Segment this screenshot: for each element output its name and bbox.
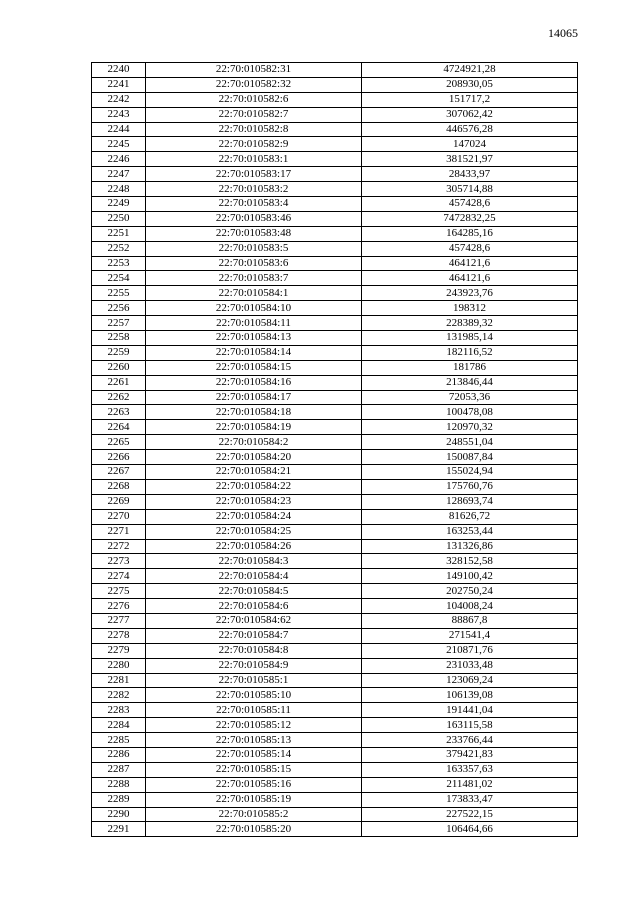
cadastral-number-cell: 22:70:010585:12 xyxy=(146,718,362,733)
row-number-cell: 2275 xyxy=(92,584,146,599)
row-number-cell: 2290 xyxy=(92,807,146,822)
table-row xyxy=(92,584,578,599)
row-number-cell: 2246 xyxy=(92,152,146,167)
cadastral-value-cell: 202750,24 xyxy=(362,584,578,599)
cadastral-number-cell: 22:70:010583:17 xyxy=(146,167,362,182)
cadastral-number-cell: 22:70:010584:15 xyxy=(146,360,362,375)
cadastral-number-cell: 22:70:010585:10 xyxy=(146,688,362,703)
row-number-cell: 2255 xyxy=(92,286,146,301)
cadastral-number-cell: 22:70:010582:9 xyxy=(146,137,362,152)
table-row xyxy=(92,554,578,569)
row-number-cell: 2240 xyxy=(92,63,146,78)
table-row xyxy=(92,345,578,360)
row-number-cell: 2287 xyxy=(92,762,146,777)
cadastral-number-cell: 22:70:010582:32 xyxy=(146,77,362,92)
cadastral-number-cell: 22:70:010583:5 xyxy=(146,241,362,256)
cadastral-value-cell: 147024 xyxy=(362,137,578,152)
cadastral-value-cell: 88867,8 xyxy=(362,613,578,628)
cadastral-value-cell: 104008,24 xyxy=(362,599,578,614)
cadastral-number-cell: 22:70:010585:16 xyxy=(146,777,362,792)
cadastral-value-cell: 243923,76 xyxy=(362,286,578,301)
cadastral-value-cell: 155024,94 xyxy=(362,465,578,480)
cadastral-number-cell: 22:70:010584:13 xyxy=(146,331,362,346)
cadastral-value-cell: 271541,4 xyxy=(362,628,578,643)
row-number-cell: 2291 xyxy=(92,822,146,837)
row-number-cell: 2242 xyxy=(92,92,146,107)
table-row xyxy=(92,167,578,182)
cadastral-value-cell: 228389,32 xyxy=(362,316,578,331)
table-row xyxy=(92,405,578,420)
cadastral-number-cell: 22:70:010583:7 xyxy=(146,271,362,286)
cadastral-value-cell: 163357,63 xyxy=(362,762,578,777)
cadastral-value-cell: 381521,97 xyxy=(362,152,578,167)
cadastral-value-cell: 28433,97 xyxy=(362,167,578,182)
cadastral-value-cell: 227522,15 xyxy=(362,807,578,822)
cadastral-number-cell: 22:70:010583:46 xyxy=(146,211,362,226)
cadastral-number-cell: 22:70:010584:19 xyxy=(146,420,362,435)
table-row xyxy=(92,435,578,450)
table-row xyxy=(92,807,578,822)
cadastral-number-cell: 22:70:010584:7 xyxy=(146,628,362,643)
cadastral-value-cell: 446576,28 xyxy=(362,122,578,137)
cadastral-value-cell: 191441,04 xyxy=(362,703,578,718)
table-row xyxy=(92,465,578,480)
row-number-cell: 2265 xyxy=(92,435,146,450)
cadastral-value-cell: 182116,52 xyxy=(362,345,578,360)
cadastral-value-cell: 81626,72 xyxy=(362,509,578,524)
table-row xyxy=(92,450,578,465)
cadastral-value-cell: 464121,6 xyxy=(362,256,578,271)
row-number-cell: 2241 xyxy=(92,77,146,92)
cadastral-value-cell: 173833,47 xyxy=(362,792,578,807)
row-number-cell: 2284 xyxy=(92,718,146,733)
table-row xyxy=(92,286,578,301)
table-row xyxy=(92,420,578,435)
table-row xyxy=(92,271,578,286)
row-number-cell: 2243 xyxy=(92,107,146,122)
row-number-cell: 2248 xyxy=(92,182,146,197)
cadastral-value-cell: 163115,58 xyxy=(362,718,578,733)
row-number-cell: 2283 xyxy=(92,703,146,718)
cadastral-value-cell: 198312 xyxy=(362,301,578,316)
row-number-cell: 2245 xyxy=(92,137,146,152)
table-row xyxy=(92,703,578,718)
table-row xyxy=(92,479,578,494)
row-number-cell: 2257 xyxy=(92,316,146,331)
row-number-cell: 2259 xyxy=(92,345,146,360)
cadastral-number-cell: 22:70:010584:26 xyxy=(146,539,362,554)
cadastral-value-cell: 213846,44 xyxy=(362,375,578,390)
cadastral-value-cell: 7472832,25 xyxy=(362,211,578,226)
cadastral-number-cell: 22:70:010584:8 xyxy=(146,643,362,658)
table-row xyxy=(92,301,578,316)
cadastral-number-cell: 22:70:010584:11 xyxy=(146,316,362,331)
cadastral-value-cell: 106139,08 xyxy=(362,688,578,703)
cadastral-value-cell: 233766,44 xyxy=(362,733,578,748)
row-number-cell: 2263 xyxy=(92,405,146,420)
table-row xyxy=(92,92,578,107)
row-number-cell: 2262 xyxy=(92,390,146,405)
table-row xyxy=(92,539,578,554)
cadastral-number-cell: 22:70:010584:20 xyxy=(146,450,362,465)
page-number: 14065 xyxy=(548,26,578,40)
table-row xyxy=(92,63,578,78)
row-number-cell: 2279 xyxy=(92,643,146,658)
row-number-cell: 2266 xyxy=(92,450,146,465)
cadastral-value-table xyxy=(91,62,578,837)
row-number-cell: 2261 xyxy=(92,375,146,390)
table-row xyxy=(92,256,578,271)
row-number-cell: 2247 xyxy=(92,167,146,182)
cadastral-number-cell: 22:70:010582:6 xyxy=(146,92,362,107)
cadastral-value-cell: 208930,05 xyxy=(362,77,578,92)
table-row xyxy=(92,688,578,703)
cadastral-number-cell: 22:70:010584:5 xyxy=(146,584,362,599)
cadastral-number-cell: 22:70:010585:2 xyxy=(146,807,362,822)
table-row xyxy=(92,211,578,226)
cadastral-number-cell: 22:70:010583:2 xyxy=(146,182,362,197)
table-row xyxy=(92,241,578,256)
row-number-cell: 2277 xyxy=(92,613,146,628)
cadastral-number-cell: 22:70:010583:4 xyxy=(146,197,362,212)
row-number-cell: 2271 xyxy=(92,524,146,539)
row-number-cell: 2252 xyxy=(92,241,146,256)
table-row xyxy=(92,792,578,807)
table-row xyxy=(92,747,578,762)
table-row xyxy=(92,137,578,152)
cadastral-number-cell: 22:70:010585:13 xyxy=(146,733,362,748)
table-row xyxy=(92,613,578,628)
row-number-cell: 2256 xyxy=(92,301,146,316)
table-row xyxy=(92,509,578,524)
row-number-cell: 2268 xyxy=(92,479,146,494)
cadastral-number-cell: 22:70:010585:20 xyxy=(146,822,362,837)
row-number-cell: 2264 xyxy=(92,420,146,435)
cadastral-number-cell: 22:70:010584:18 xyxy=(146,405,362,420)
cadastral-value-cell: 211481,02 xyxy=(362,777,578,792)
table-row xyxy=(92,733,578,748)
cadastral-value-cell: 307062,42 xyxy=(362,107,578,122)
cadastral-value-cell: 164285,16 xyxy=(362,226,578,241)
table-row xyxy=(92,658,578,673)
cadastral-value-cell: 248551,04 xyxy=(362,435,578,450)
cadastral-value-cell: 151717,2 xyxy=(362,92,578,107)
cadastral-number-cell: 22:70:010585:1 xyxy=(146,673,362,688)
row-number-cell: 2260 xyxy=(92,360,146,375)
row-number-cell: 2267 xyxy=(92,465,146,480)
cadastral-number-cell: 22:70:010585:14 xyxy=(146,747,362,762)
table-row xyxy=(92,822,578,837)
table-row xyxy=(92,226,578,241)
cadastral-value-cell: 131985,14 xyxy=(362,331,578,346)
table-row xyxy=(92,762,578,777)
table-row xyxy=(92,107,578,122)
table-row xyxy=(92,152,578,167)
row-number-cell: 2254 xyxy=(92,271,146,286)
cadastral-number-cell: 22:70:010583:6 xyxy=(146,256,362,271)
table-row xyxy=(92,628,578,643)
cadastral-value-cell: 72053,36 xyxy=(362,390,578,405)
table-row xyxy=(92,390,578,405)
table-row xyxy=(92,122,578,137)
cadastral-value-cell: 106464,66 xyxy=(362,822,578,837)
cadastral-value-cell: 231033,48 xyxy=(362,658,578,673)
cadastral-number-cell: 22:70:010584:4 xyxy=(146,569,362,584)
cadastral-value-cell: 457428,6 xyxy=(362,197,578,212)
cadastral-number-cell: 22:70:010582:31 xyxy=(146,63,362,78)
cadastral-number-cell: 22:70:010584:2 xyxy=(146,435,362,450)
row-number-cell: 2289 xyxy=(92,792,146,807)
table-body xyxy=(92,63,578,837)
table-row xyxy=(92,316,578,331)
table-row xyxy=(92,197,578,212)
cadastral-number-cell: 22:70:010584:24 xyxy=(146,509,362,524)
table-row xyxy=(92,718,578,733)
cadastral-number-cell: 22:70:010584:6 xyxy=(146,599,362,614)
cadastral-number-cell: 22:70:010585:11 xyxy=(146,703,362,718)
table-row xyxy=(92,643,578,658)
cadastral-value-cell: 131326,86 xyxy=(362,539,578,554)
cadastral-value-cell: 464121,6 xyxy=(362,271,578,286)
row-number-cell: 2276 xyxy=(92,599,146,614)
row-number-cell: 2270 xyxy=(92,509,146,524)
cadastral-value-cell: 328152,58 xyxy=(362,554,578,569)
cadastral-number-cell: 22:70:010582:7 xyxy=(146,107,362,122)
cadastral-number-cell: 22:70:010584:22 xyxy=(146,479,362,494)
row-number-cell: 2285 xyxy=(92,733,146,748)
table-row xyxy=(92,524,578,539)
row-number-cell: 2244 xyxy=(92,122,146,137)
cadastral-value-cell: 149100,42 xyxy=(362,569,578,584)
cadastral-number-cell: 22:70:010584:23 xyxy=(146,494,362,509)
cadastral-value-cell: 4724921,28 xyxy=(362,63,578,78)
row-number-cell: 2280 xyxy=(92,658,146,673)
cadastral-number-cell: 22:70:010583:48 xyxy=(146,226,362,241)
cadastral-number-cell: 22:70:010584:16 xyxy=(146,375,362,390)
row-number-cell: 2286 xyxy=(92,747,146,762)
table-row xyxy=(92,360,578,375)
cadastral-value-cell: 128693,74 xyxy=(362,494,578,509)
row-number-cell: 2269 xyxy=(92,494,146,509)
cadastral-value-cell: 210871,76 xyxy=(362,643,578,658)
cadastral-value-cell: 175760,76 xyxy=(362,479,578,494)
row-number-cell: 2258 xyxy=(92,331,146,346)
cadastral-value-cell: 100478,08 xyxy=(362,405,578,420)
cadastral-value-cell: 305714,88 xyxy=(362,182,578,197)
cadastral-value-cell: 163253,44 xyxy=(362,524,578,539)
cadastral-value-cell: 379421,83 xyxy=(362,747,578,762)
table-row xyxy=(92,599,578,614)
cadastral-number-cell: 22:70:010582:8 xyxy=(146,122,362,137)
row-number-cell: 2288 xyxy=(92,777,146,792)
cadastral-number-cell: 22:70:010584:9 xyxy=(146,658,362,673)
table-row xyxy=(92,182,578,197)
row-number-cell: 2281 xyxy=(92,673,146,688)
row-number-cell: 2253 xyxy=(92,256,146,271)
table-row xyxy=(92,331,578,346)
cadastral-number-cell: 22:70:010584:25 xyxy=(146,524,362,539)
row-number-cell: 2250 xyxy=(92,211,146,226)
cadastral-number-cell: 22:70:010584:10 xyxy=(146,301,362,316)
cadastral-value-cell: 150087,84 xyxy=(362,450,578,465)
cadastral-number-cell: 22:70:010583:1 xyxy=(146,152,362,167)
cadastral-number-cell: 22:70:010584:1 xyxy=(146,286,362,301)
row-number-cell: 2274 xyxy=(92,569,146,584)
table-row xyxy=(92,569,578,584)
table-row xyxy=(92,777,578,792)
cadastral-value-cell: 181786 xyxy=(362,360,578,375)
cadastral-number-cell: 22:70:010584:62 xyxy=(146,613,362,628)
row-number-cell: 2251 xyxy=(92,226,146,241)
cadastral-value-cell: 457428,6 xyxy=(362,241,578,256)
cadastral-value-cell: 123069,24 xyxy=(362,673,578,688)
row-number-cell: 2278 xyxy=(92,628,146,643)
cadastral-number-cell: 22:70:010584:3 xyxy=(146,554,362,569)
cadastral-number-cell: 22:70:010585:19 xyxy=(146,792,362,807)
row-number-cell: 2272 xyxy=(92,539,146,554)
row-number-cell: 2273 xyxy=(92,554,146,569)
row-number-cell: 2282 xyxy=(92,688,146,703)
cadastral-number-cell: 22:70:010584:21 xyxy=(146,465,362,480)
cadastral-number-cell: 22:70:010584:14 xyxy=(146,345,362,360)
row-number-cell: 2249 xyxy=(92,197,146,212)
table-row xyxy=(92,375,578,390)
table-row xyxy=(92,77,578,92)
cadastral-value-cell: 120970,32 xyxy=(362,420,578,435)
table-row xyxy=(92,494,578,509)
cadastral-number-cell: 22:70:010584:17 xyxy=(146,390,362,405)
table-row xyxy=(92,673,578,688)
cadastral-number-cell: 22:70:010585:15 xyxy=(146,762,362,777)
